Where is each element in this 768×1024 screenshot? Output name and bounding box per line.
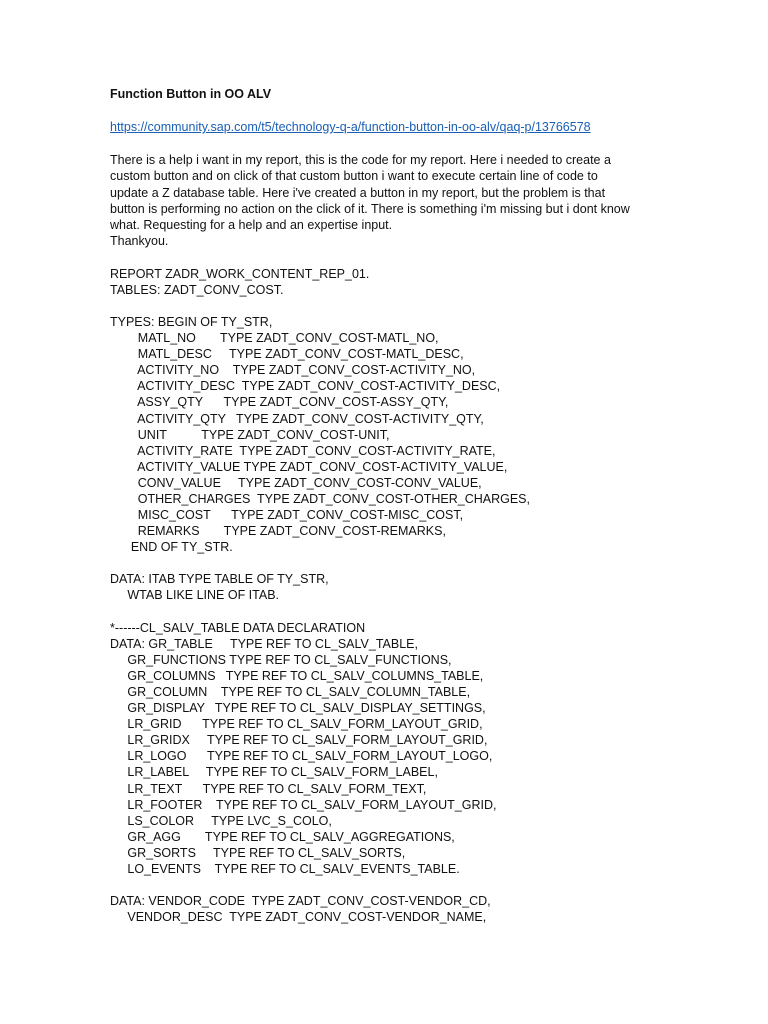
code-line: LO_EVENTS TYPE REF TO CL_SALV_EVENTS_TABLE. (110, 861, 460, 876)
code-line: ACTIVITY_QTY TYPE ZADT_CONV_COST-ACTIVITY_QTY, (110, 411, 484, 426)
spacer (110, 298, 670, 314)
code-line: TABLES: ZADT_CONV_COST. (110, 282, 284, 297)
code-line: LS_COLOR TYPE LVC_S_COLO, (110, 813, 332, 828)
code-line: GR_FUNCTIONS TYPE REF TO CL_SALV_FUNCTIONS, (110, 652, 452, 667)
document-title: Function Button in OO ALV (110, 87, 272, 101)
code-line: ACTIVITY_VALUE TYPE ZADT_CONV_COST-ACTIVITY_VALUE, (110, 459, 508, 474)
paragraph-line: There is a help i want in my report, this is the code for my report. Here i needed to create a (110, 153, 611, 167)
paragraph-line: what. Requesting for a help and an expertise input. (110, 218, 393, 233)
code-listing (110, 266, 670, 925)
code-line: CONV_VALUE TYPE ZADT_CONV_COST-CONV_VALUE, (110, 475, 482, 490)
spacer (110, 250, 670, 266)
code-line: LR_FOOTER TYPE REF TO CL_SALV_FORM_LAYOUT_GRID, (110, 797, 497, 812)
code-line: MISC_COST TYPE ZADT_CONV_COST-MISC_COST, (110, 508, 464, 523)
code-line: LR_GRIDX TYPE REF TO CL_SALV_FORM_LAYOUT_GRID, (110, 733, 488, 748)
code-line: GR_COLUMN TYPE REF TO CL_SALV_COLUMN_TABLE, (110, 684, 471, 699)
code-line: MATL_NO TYPE ZADT_CONV_COST-MATL_NO, (110, 331, 439, 346)
code-line: END OF TY_STR. (110, 540, 233, 555)
code-line: UNIT TYPE ZADT_CONV_COST-UNIT, (110, 427, 390, 442)
code-line: GR_DISPLAY TYPE REF TO CL_SALV_DISPLAY_SETTINGS, (110, 701, 486, 716)
code-line: DATA: VENDOR_CODE TYPE ZADT_CONV_COST-VENDOR_CD, (110, 894, 491, 909)
paragraph-line: Thankyou. (110, 234, 169, 249)
code-line: REPORT ZADR_WORK_CONTENT_REP_01. (110, 266, 370, 281)
question-paragraph (110, 152, 670, 250)
code-line: TYPES: BEGIN OF TY_STR, (110, 314, 273, 329)
paragraph-line: custom button and on click of that custom button i want to execute certain line of code to (110, 169, 598, 184)
spacer (110, 604, 670, 620)
spacer (110, 136, 670, 152)
code-line: LR_GRID TYPE REF TO CL_SALV_FORM_LAYOUT_GRID, (110, 717, 483, 732)
code-line: ACTIVITY_NO TYPE ZADT_CONV_COST-ACTIVITY_NO, (110, 363, 476, 378)
code-line: ACTIVITY_DESC TYPE ZADT_CONV_COST-ACTIVITY_DESC, (110, 379, 501, 394)
code-line: WTAB LIKE LINE OF ITAB. (110, 588, 280, 603)
code-line: MATL_DESC TYPE ZADT_CONV_COST-MATL_DESC, (110, 347, 464, 362)
code-line: DATA: ITAB TYPE TABLE OF TY_STR, (110, 572, 329, 587)
code-line: VENDOR_DESC TYPE ZADT_CONV_COST-VENDOR_NAME, (110, 910, 487, 925)
code-line: ASSY_QTY TYPE ZADT_CONV_COST-ASSY_QTY, (110, 395, 449, 410)
code-line: GR_AGG TYPE REF TO CL_SALV_AGGREGATIONS, (110, 829, 455, 844)
code-line: LR_TEXT TYPE REF TO CL_SALV_FORM_TEXT, (110, 781, 427, 796)
code-line: ACTIVITY_RATE TYPE ZADT_CONV_COST-ACTIVITY_RATE, (110, 443, 496, 458)
paragraph-line: button is performing no action on the click of it. There is something i'm missing but i dont know (110, 201, 630, 216)
paragraph-line: update a Z database table. Here i've created a button in my report, but the problem is that (110, 185, 606, 200)
code-line: OTHER_CHARGES TYPE ZADT_CONV_COST-OTHER_CHARGES, (110, 492, 530, 506)
spacer (110, 103, 670, 119)
source-link[interactable]: https://community.sap.com/t5/technology-q-a/function-button-in-oo-alv/qaq-p/13766578 (110, 120, 591, 134)
spacer (110, 555, 670, 571)
document-page (110, 86, 670, 925)
code-line: LR_LABEL TYPE REF TO CL_SALV_FORM_LABEL, (110, 765, 438, 780)
code-line: LR_LOGO TYPE REF TO CL_SALV_FORM_LAYOUT_LOGO, (110, 749, 493, 764)
code-line: REMARKS TYPE ZADT_CONV_COST-REMARKS, (110, 524, 446, 539)
code-line: *------CL_SALV_TABLE DATA DECLARATION (110, 620, 366, 635)
code-line: DATA: GR_TABLE TYPE REF TO CL_SALV_TABLE, (110, 636, 418, 651)
spacer (110, 877, 670, 893)
code-line: GR_SORTS TYPE REF TO CL_SALV_SORTS, (110, 845, 406, 860)
code-line: GR_COLUMNS TYPE REF TO CL_SALV_COLUMNS_TABLE, (110, 668, 484, 683)
